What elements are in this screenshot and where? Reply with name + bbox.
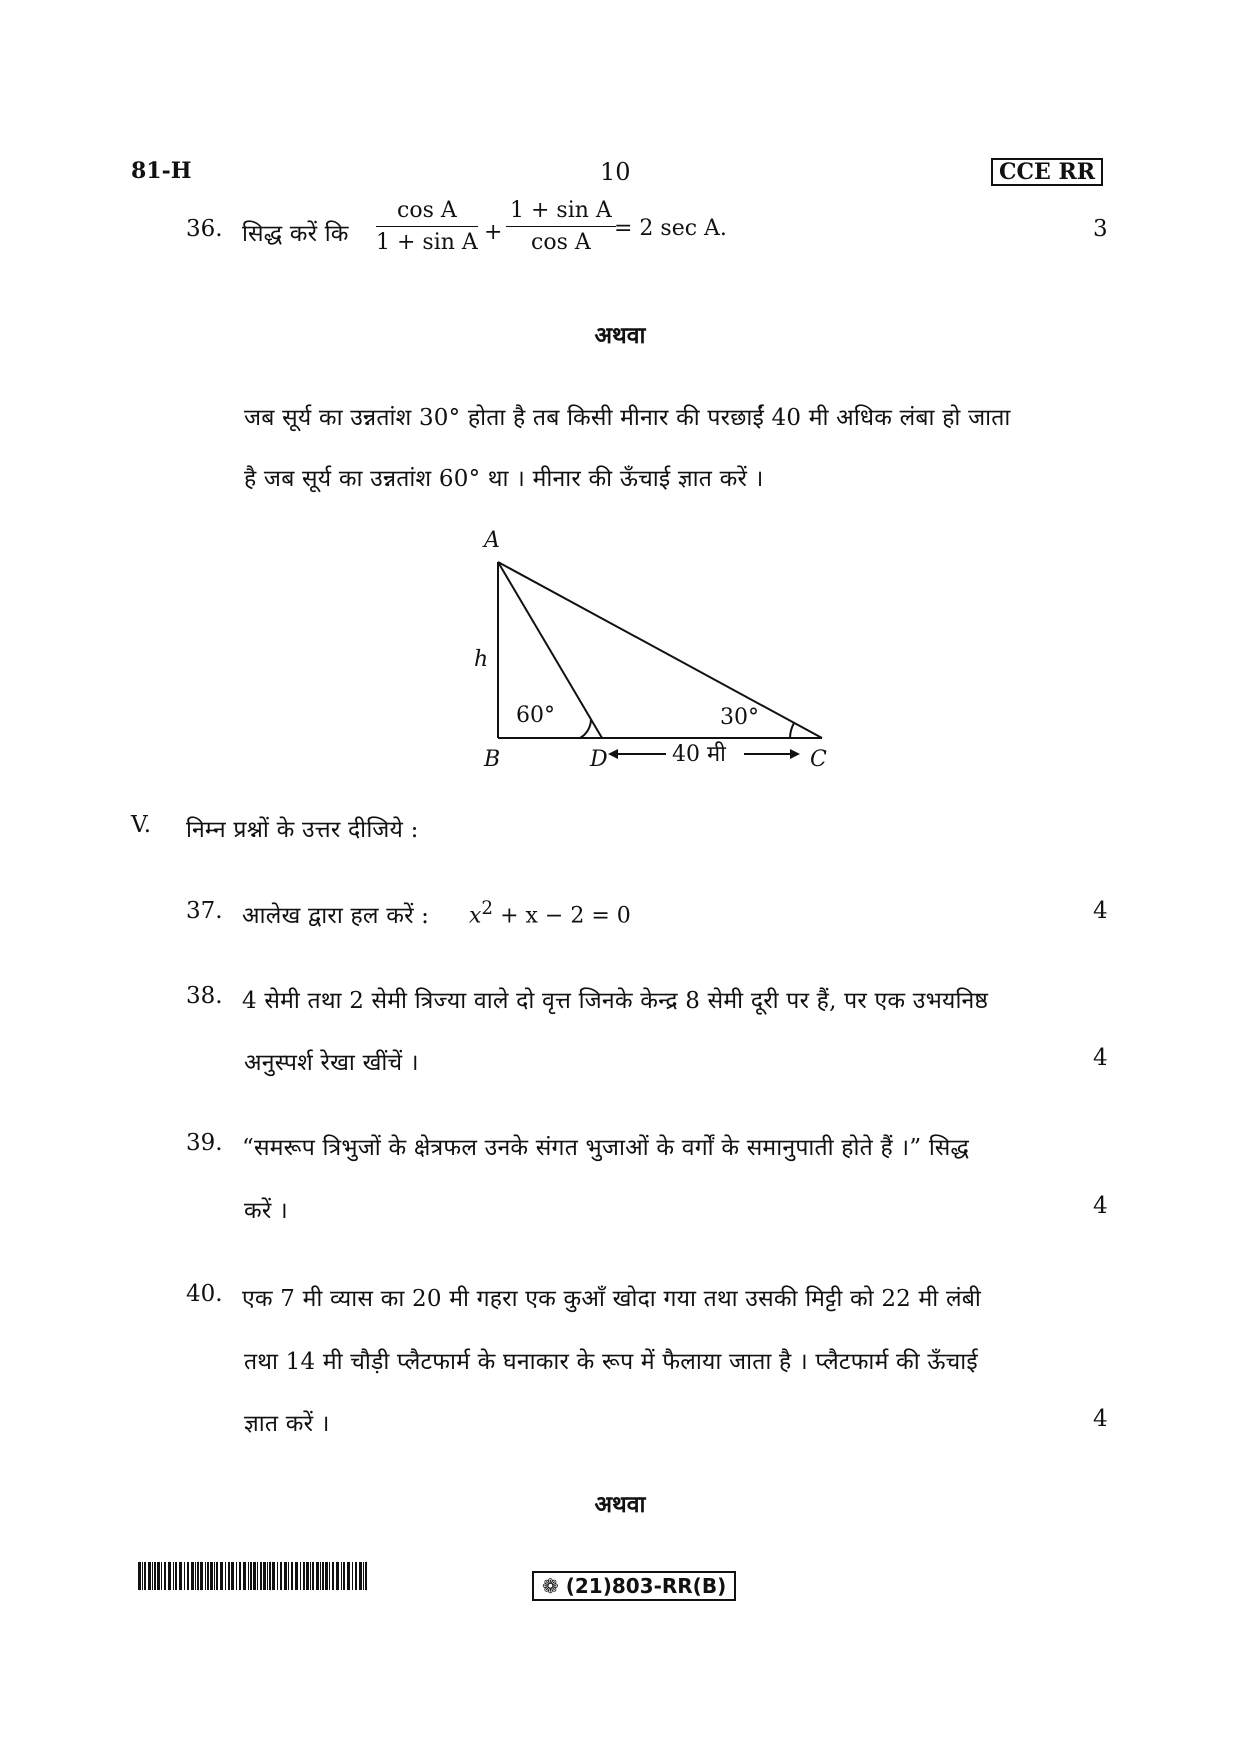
- q37-eq-base: x: [469, 903, 482, 929]
- q37-eq-rest: + x − 2 = 0: [493, 903, 631, 929]
- angle-60-label: 60°: [516, 703, 555, 728]
- distance-label: 40 मी: [672, 742, 726, 767]
- q36-rhs: = 2 sec A.: [614, 216, 727, 241]
- barcode-icon: [138, 1562, 370, 1590]
- arrowhead-right: [790, 749, 800, 759]
- arrowhead-left: [608, 749, 618, 759]
- q36-frac2-denominator: cos A: [531, 230, 591, 255]
- q36-frac1-numerator: cos A: [376, 198, 478, 227]
- q40-line-3: ज्ञात करें ।: [244, 1411, 330, 1437]
- q37-number: 37.: [186, 898, 223, 924]
- q36-number: 36.: [186, 216, 223, 242]
- q40-number: 40.: [186, 1281, 223, 1307]
- label-b: B: [484, 747, 501, 770]
- page-number: 10: [600, 158, 631, 186]
- alt36-line-2: है जब सूर्य का उन्नतांश 60° था । मीनार की ऊँचाई ज्ञात करें ।: [244, 466, 764, 492]
- alt36-line-1: जब सूर्य का उन्नतांश 30° होता है तब किसी मीनार की परछाईं 40 मी अधिक लंबा हो जाता: [244, 405, 1011, 431]
- angle-30-label: 30°: [720, 705, 759, 730]
- q40-line-2: तथा 14 मी चौड़ी प्लैटफार्म के घनाकार के रूप में फैलाया जाता है । प्लैटफार्म की ऊँचाई: [244, 1349, 978, 1375]
- q38-line-1: 4 सेमी तथा 2 सेमी त्रिज्या वाले दो वृत्त जिनके केन्द्र 8 सेमी दूरी पर हैं, पर एक उभयनिष्ठ: [242, 988, 989, 1014]
- q37-eq-exponent: 2: [481, 898, 494, 919]
- angle-60-arc: [580, 719, 591, 738]
- label-a: A: [484, 528, 500, 553]
- tower-shadow-diagram: [460, 520, 840, 770]
- or-divider-2: अथवा: [594, 1491, 646, 1518]
- paper-code: 81-H: [131, 158, 192, 184]
- section-numeral: V.: [131, 812, 152, 838]
- label-d: D: [590, 747, 608, 770]
- q36-plus: +: [484, 220, 503, 245]
- q39-line-1: “समरूप त्रिभुजों के क्षेत्रफल उनके संगत भुजाओं के वर्गों के समानुपाती होते हैं ।” सिद्ध: [242, 1135, 970, 1161]
- label-c: C: [810, 747, 827, 770]
- q38-line-2: अनुस्पर्श रेखा खींचें ।: [244, 1050, 419, 1076]
- q38-number: 38.: [186, 983, 223, 1009]
- q39-marks: 4: [1093, 1193, 1108, 1219]
- q36-text: सिद्ध करें कि: [242, 221, 349, 247]
- q40-marks: 4: [1093, 1406, 1108, 1432]
- q36-frac1-denominator: 1 + sin A: [376, 230, 478, 255]
- q39-number: 39.: [186, 1130, 223, 1156]
- q36-marks: 3: [1093, 216, 1108, 242]
- q36-fraction-2: [506, 198, 616, 255]
- q37-text: आलेख द्वारा हल करें :: [242, 903, 430, 929]
- angle-30-arc: [790, 723, 794, 738]
- series-badge: CCE RR: [991, 158, 1103, 186]
- q39-line-2: करें ।: [244, 1198, 288, 1224]
- q38-marks: 4: [1093, 1045, 1108, 1071]
- question-paper-code: ❁ (21)803-RR(B): [532, 1571, 736, 1601]
- or-divider-1: अथवा: [594, 322, 646, 349]
- q37-equation: [469, 898, 631, 928]
- q36-fraction-1: [376, 198, 478, 255]
- label-h: h: [474, 647, 489, 672]
- q36-frac2-numerator: 1 + sin A: [506, 198, 616, 227]
- section-title: निम्न प्रश्नों के उत्तर दीजिये :: [186, 817, 419, 843]
- q40-line-1: एक 7 मी व्यास का 20 मी गहरा एक कुआँ खोदा गया तथा उसकी मिट्टी को 22 मी लंबी: [242, 1286, 982, 1312]
- q37-marks: 4: [1093, 898, 1108, 924]
